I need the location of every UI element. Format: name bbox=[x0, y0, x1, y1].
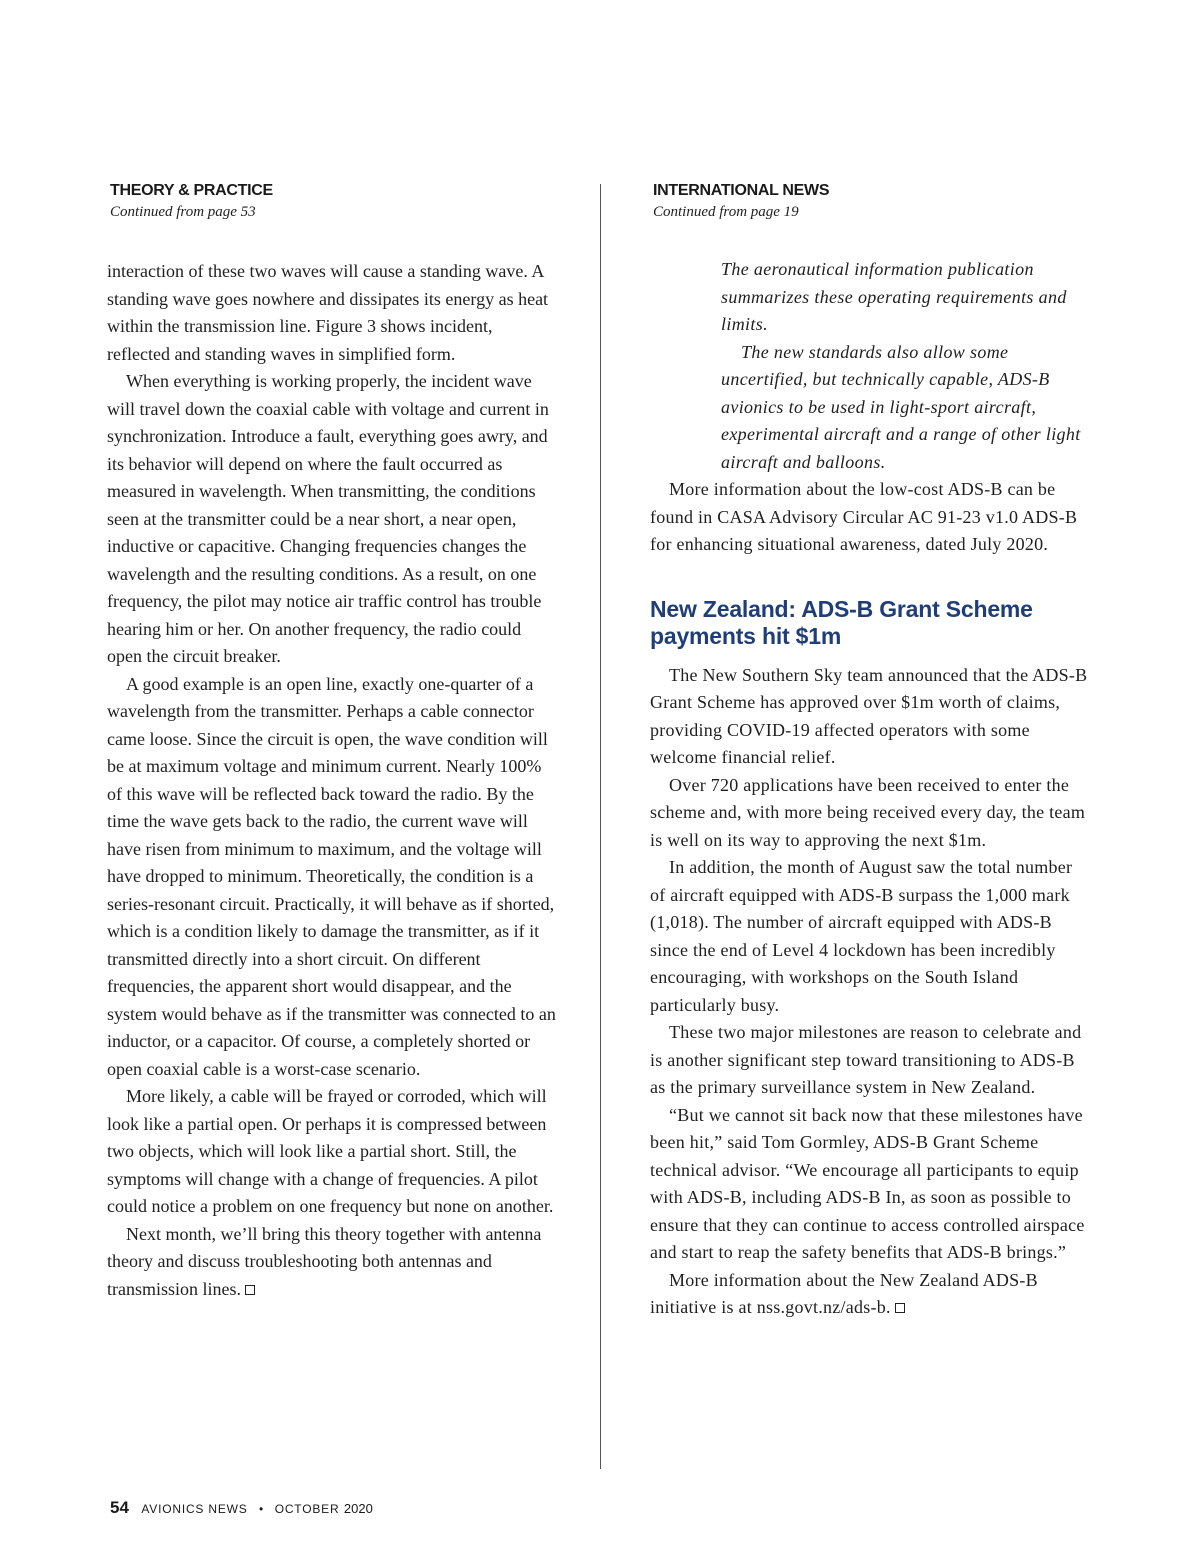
article-title: New Zealand: ADS-B Grant Scheme payments hit $1m bbox=[650, 595, 1033, 649]
article-body-intro bbox=[650, 476, 1090, 559]
column-divider bbox=[600, 184, 601, 1469]
article-body bbox=[107, 258, 559, 1303]
page-number: 54 bbox=[110, 1498, 129, 1517]
paragraph: A good example is an open line, exactly one-quarter of a wavelength from the transmitter. Perhaps a cable connector came loose. Since the circuit is open, the wave condition will be at maximum voltage and minimum current. Nearly 100% of this wave will be reflected back toward the radio. By the time the wave gets back to the radio, the current wave will have risen from minimum to maximum, and the voltage will have dropped to minimum. Theoretically, the condition is a series-resonant circuit. Practically, it will behave as if shorted, which is a condition likely to damage the transmitter, as if it transmitted directly into a short circuit. On different frequencies, the apparent short would disappear, and the system would behave as if the transmitter was connected to an inductor, or a capacitor. Of course, a completely shorted or open coaxial cable is a worst-case scenario. bbox=[107, 673, 556, 1079]
continued-note: Continued from page 19 bbox=[653, 204, 799, 220]
paragraph: The New Southern Sky team announced that the ADS-B Grant Scheme has approved over $1m worth of claims, providing COVID-19 affected operators with some welcome financial relief. bbox=[650, 664, 1088, 767]
footer-bullet: • bbox=[259, 1502, 264, 1516]
page-footer bbox=[110, 1498, 373, 1518]
paragraph: Over 720 applications have been received to enter the scheme and, with more being received every day, the team is well on its way to approving the next $1m. bbox=[650, 774, 1086, 850]
issue-month: OCTOBER bbox=[274, 1502, 340, 1516]
paragraph-text: More information about the New Zealand ADS-B initiative is at nss.govt.nz/ads-b. bbox=[650, 1269, 1038, 1317]
right-column bbox=[650, 180, 1090, 1322]
section-heading: INTERNATIONAL NEWS bbox=[653, 182, 830, 199]
paragraph: interaction of these two waves will cause a standing wave. A standing wave goes nowhere and dissipates its energy as heat within the transmission line. Figure 3 shows incident, reflected and standing waves in simplified form. bbox=[107, 261, 549, 364]
paragraph: When everything is working properly, the incident wave will travel down the coaxial cable with voltage and current in synchronization. Introduce a fault, everything goes awry, and its behavior will depend on where the fault occurred as measured in wavelength. When transmitting, the conditions seen at the transmitter could be a near short, a near open, inductive or capacitive. Changing frequencies changes the wavelength and the resulting conditions. As a result, on one frequency, the pilot may notice air traffic control has trouble hearing him or her. On another frequency, the radio could open the circuit breaker. bbox=[107, 371, 549, 666]
quoted-passage bbox=[721, 256, 1090, 476]
continued-note: Continued from page 53 bbox=[110, 204, 256, 220]
paragraph: In addition, the month of August saw the total number of aircraft equipped with ADS-B surpass the 1,000 mark (1,018). The number of aircraft equipped with ADS-B since the end of Level 4 lockdown has been incredibly encouraging, with workshops on the South Island particularly busy. bbox=[650, 857, 1073, 1015]
end-mark-icon bbox=[895, 1303, 905, 1313]
end-mark-icon bbox=[245, 1285, 255, 1295]
left-column bbox=[107, 180, 559, 1303]
article-body bbox=[650, 662, 1090, 1322]
paragraph: More information about the low-cost ADS-B can be found in CASA Advisory Circular AC 91-23 v1.0 ADS-B for enhancing situational awareness, dated July 2020. bbox=[650, 479, 1078, 554]
publication-name: AVIONICS NEWS bbox=[141, 1502, 248, 1516]
paragraph: More likely, a cable will be frayed or corroded, which will look like a partial open. Or perhaps it is compressed between two objects, which will look like a partial short. Still, the symptoms will change with a change of frequencies. A pilot could notice a problem on one frequency but none on another. bbox=[107, 1086, 554, 1216]
paragraph: “But we cannot sit back now that these milestones have been hit,” said Tom Gormley, ADS-B Grant Scheme technical advisor. “We encourage all participants to equip with ADS-B, including ADS-B In, as soon as possible to ensure that they can continue to access controlled airspace and start to reap the safety benefits that ADS-B brings.” bbox=[650, 1104, 1085, 1262]
quote-paragraph: The new standards also allow some uncertified, but technically capable, ADS-B avionics to be used in light-sport aircraft, experimental aircraft and a range of other light aircraft and balloons. bbox=[721, 341, 1081, 472]
section-heading: THEORY & PRACTICE bbox=[110, 182, 273, 199]
paragraph-last bbox=[107, 1221, 559, 1304]
paragraph: These two major milestones are reason to celebrate and is another significant step toward transitioning to ADS-B as the primary surveillance system in New Zealand. bbox=[650, 1022, 1082, 1097]
paragraph-text: Next month, we’ll bring this theory together with antenna theory and discuss troubleshooting both antennas and transmission lines. bbox=[107, 1223, 542, 1299]
paragraph-last bbox=[650, 1267, 1090, 1322]
quote-paragraph: The aeronautical information publication summarizes these operating requirements and limits. bbox=[721, 259, 1067, 334]
issue-year: 2020 bbox=[343, 1501, 373, 1516]
